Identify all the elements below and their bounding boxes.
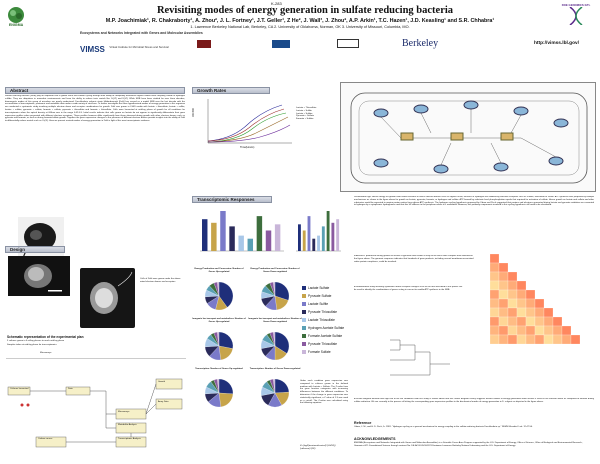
ack-heading: ACKNOWLEDGEMENTS: [354, 437, 396, 441]
bar: [308, 216, 311, 251]
heatmap-cell: [562, 326, 571, 335]
growth-legend-item: Pyruvate + Sulfate: [296, 115, 314, 118]
bar: [220, 211, 225, 251]
bar: [331, 223, 334, 251]
heatmap-cell: [535, 317, 544, 326]
schematic-box-label: Data: [68, 388, 73, 390]
statistics-text: Under each condition gene expression was compared to cultures grown in the defined medium with Lactate + Sulfate. The Z-value from the gene function categories with increasing differences between the different conditions. To determine if the change in gene expression was statistically significant, a Z value of 1.5 was used as a cut-off. The Z-value was calculated using the following equation:: [300, 380, 348, 405]
pie-title: Energy Production and Conversion: Number of Genes Up-regulated: [194, 268, 244, 273]
abstract-heading: Abstract: [5, 87, 185, 94]
partner-logo-2: [272, 40, 290, 48]
bar-chart-svg: [192, 205, 286, 265]
schematic-box-label: Carbon source: [38, 438, 53, 440]
bar: [211, 223, 216, 251]
schematic-box-label: Growth: [158, 381, 166, 383]
pie-chart: [192, 368, 246, 416]
legend-item: [302, 316, 362, 324]
pie-chart: [192, 268, 246, 316]
heatmap-cell: [499, 335, 508, 344]
heatmap-cell: [544, 317, 553, 326]
bar: [229, 226, 234, 251]
doe-logo-text: DOE GENOMICS:GTL: [561, 3, 591, 7]
schematic-title: Schematic representation of the experimental plan: [7, 335, 84, 339]
authors: M.P. Joachimiak¹, R. Chakraborty¹, A. Zhou², J. L. Fortney¹, J.T. Geller¹, Z He², J. Wall³, J. Zhou², A.P. Arkin¹, T.C. Hazen¹, J.D. Keasling¹ and S.R. Chhabra¹: [105, 18, 495, 24]
heatmap-cell: [553, 335, 562, 344]
growth-plot-svg: [192, 95, 352, 155]
schematic-diagram: [6, 358, 186, 458]
heatmap-cell: [490, 281, 499, 290]
legend-item: [302, 324, 362, 332]
bar: [336, 219, 339, 251]
pie-title: Energy Production and Conversion: Number of Genes Down-regulated: [250, 268, 300, 273]
bar: [298, 224, 301, 251]
cluster-heatmap-svg: [470, 244, 596, 364]
transcriptomic-heading: Transcriptomic Responses: [192, 196, 272, 203]
micrograph-scalebar: [8, 256, 70, 296]
legend-label: Formate Sulfate: [308, 350, 331, 354]
pie-svg: [192, 371, 246, 409]
legend-item: [302, 292, 362, 300]
legend-item: [302, 332, 362, 340]
growth-plot: [192, 95, 352, 155]
heatmap-cell: [526, 317, 535, 326]
bar: [312, 239, 315, 251]
schematic-box-label: Transcriptomic Analysis: [118, 438, 141, 440]
legend-item: [302, 348, 362, 356]
schematic-line-1: 3 cultures grown in 6 rolling phases to reach mid-log phase: [7, 340, 65, 342]
reference-text: Odom, J. M., and H. D. Peck, Jr. 1981. "Hydrogen cycling as a general mechanism for energy coupling in the sulfate-reducing bacteria Desulfovibrio sp." FEMS Microbiol. Lett. 12:47-50.: [354, 426, 533, 428]
heatmap-cell: [517, 290, 526, 299]
heatmap-cell: [508, 299, 517, 308]
heatmap-cell: [526, 290, 535, 299]
heatmap-cell: [508, 317, 517, 326]
dendrogram-svg: [380, 330, 460, 390]
heatmap-cell: [490, 308, 499, 317]
pie-slice: [219, 332, 233, 349]
heatmap-cell: [553, 317, 562, 326]
micrograph-caption: Cells of DvH were grown under the above noted electron donors and acceptors: [140, 278, 181, 283]
legend-item: [302, 340, 362, 348]
cluster-diagram-left: [380, 330, 460, 390]
heatmap-cell: [535, 308, 544, 317]
schematic-line-2: Samples taken at mid-log phase for transcriptomics: [7, 344, 57, 346]
heatmap-cell: [490, 263, 499, 272]
legend-label: Hydrogen Acetate Sulfate: [308, 326, 345, 330]
heatmap-cell: [499, 281, 508, 290]
pathway-svg: [341, 83, 597, 193]
pie-title: Inorganic Ion transport and metabolism: Number of Genes Down-regulated: [248, 318, 302, 323]
legend-item: [302, 300, 362, 308]
project-url[interactable]: http://vimss.lbl.gov/: [534, 41, 580, 46]
bar: [202, 219, 207, 251]
heatmap-cell: [490, 326, 499, 335]
heatmap-cell: [517, 299, 526, 308]
growth-ylabel: OD 600: [192, 108, 195, 117]
program-line: Ecosystems and Networks Integrated with Genes and Molecular Assemblies: [80, 31, 203, 35]
enigma-logo: [4, 5, 28, 29]
berkeley-logo: Berkeley: [402, 38, 439, 49]
poster-header: [0, 0, 600, 30]
growth-legend-item: Lactate + Thiosulfate: [296, 107, 317, 109]
legend-swatch: [302, 318, 306, 322]
heatmap-cell: [499, 299, 508, 308]
heatmap-cell: [499, 272, 508, 281]
heatmap-cell: [499, 317, 508, 326]
heatmap-cell: [526, 326, 535, 335]
heatmap-cell: [544, 326, 553, 335]
category-legend: [302, 284, 362, 356]
poster-title: Revisiting modes of energy generation in sulfate reducing bacteria: [156, 5, 454, 16]
ack-text: ENIGMA (Ecosystems and Networks Integrated with Genes and Molecular Assemblies) is a Scientific Focus Area Program supported by the U.S. Department of Energy, Office of Science, Office of Biological and Environmental Research, Genomics:GTL Foundational Science through contract No. DE-AC02-05CH11231 between Lawrence Berkeley National Laboratory and the U.S. Department of Energy.: [354, 442, 583, 447]
pie-slice: [275, 379, 289, 393]
heatmap-cell: [499, 263, 508, 272]
heatmap-cell: [544, 308, 553, 317]
schematic-svg: [6, 359, 186, 459]
growth-legend-item: Lactate + Sulfate: [296, 112, 313, 115]
heatmap-cell: [526, 335, 535, 344]
heatmap-cell: [490, 335, 499, 344]
pie-chart: [248, 318, 302, 366]
schematic-box-label: Microarrays: [118, 411, 130, 413]
heatmap-cell: [508, 326, 517, 335]
heatmap-cell: [517, 317, 526, 326]
bar: [248, 239, 253, 251]
z-equation: Z= (log2(treatment/control)/ (LSD/2))(sd/mean)^(1/2): [300, 445, 336, 450]
legend-label: Lactate Thiosulfate: [308, 318, 335, 322]
energy-pathway-diagram: [340, 82, 596, 192]
heatmap-cell: [499, 308, 508, 317]
bar: [266, 230, 271, 251]
legend-label: Lactate Sulfite: [308, 302, 329, 306]
pie-svg: [192, 324, 246, 362]
bar-chart-2-svg: [288, 205, 343, 265]
schematic-box-label: Array Data: [158, 401, 169, 403]
legend-swatch: [302, 326, 306, 330]
legend-swatch: [302, 310, 306, 314]
heatmap-cell: [508, 281, 517, 290]
pie-slice: [219, 379, 233, 394]
vimss-subtitle: Virtual Institute for Microbial Stress and Survival: [109, 45, 169, 50]
right-text-1: Desulfovibrio spp. derive energy for growth from redox reactions in which electron donors such as organic acids, alcohols or hydrogen are oxidized by electron acceptors such as sulfate, thiosulfate or sulfite. ATP synthesis was proposed by multiple mechanisms as shown in the figure above for growth on lactate, pyruvate, formate, or hydrogen and sulfate. ATP formed by substrate level phosphorylation equals that required for activation of sulfate. Hence growth on lactate and sulfate and other substrates would be expected to require proton motive force-driven ATP synthesis. The hydrogen cycling hypothesis proposed by Odom and Peck suggested that protons and electrons generated during lactate and pyruvate oxidation are converted to hydrogen by a cytoplasmic hydrogenase and that this H2 diffuses to the periplasm where it is reoxidized. However, this pathway components involved in this cycling hypothesis still need to be elucidated.: [354, 196, 594, 207]
legend-swatch: [302, 342, 306, 346]
heatmap-cell: [490, 272, 499, 281]
micrograph-3-svg: [80, 268, 135, 328]
heatmap-cell: [562, 335, 571, 344]
heatmap-cell: [544, 335, 553, 344]
legend-item: [302, 308, 362, 316]
bar-chart-2: [288, 205, 343, 265]
legend-label: Pyruvate Thiosulfate: [308, 310, 337, 314]
pie-svg: [248, 324, 302, 362]
pie-svg: [248, 274, 302, 312]
bar: [303, 230, 306, 251]
heatmap-cell: [517, 326, 526, 335]
growth-heading: Growth Rates: [192, 87, 270, 94]
heatmap-cell: [517, 335, 526, 344]
partner-logo-3: [337, 39, 359, 48]
legend-item: [302, 284, 362, 292]
heatmap-cell: [535, 335, 544, 344]
pie-svg: [248, 371, 302, 409]
reference-heading: Reference: [354, 421, 372, 425]
growth-xlabel: Time(Hours): [240, 146, 255, 149]
heatmap-cell: [517, 281, 526, 290]
pie-title: Transcription: Number of Genes Up-regulated: [195, 368, 243, 370]
heatmap-cell: [508, 308, 517, 317]
logo-bar: [12, 36, 592, 52]
right-text-3: A combinatorial study involving systematic donor acceptor changes such as the one described in this poster can be used to identify the combinations of genes acting in concert to enable ATP synthesis in the SRB.: [354, 286, 463, 291]
right-text-2: Indeed ATP production during growth on lactate or pyruvate and sulfate is likely to be much more complex than indicated in the figure above. The genomic sequence indicates that hundreds of gene products, including several membrane-associated redox protein complexes, could be involved.: [354, 255, 474, 263]
enigma-logo-text: ENIGMA: [8, 23, 24, 27]
bar-chart: [192, 205, 286, 265]
bar: [327, 211, 330, 251]
dna-icon: [566, 7, 586, 25]
right-text-4: A cluster diagram derived from eight out of the ten conditions from this study is shown above and this cluster diagram clearly suggests distinct modes of energy generation when lactate is used as the electron donor as compared to formate during sulfate reduction. We are currently in the process of linking the corresponding gene expression profiles to the biochemical modes of energy generation in D. vulgaris as depicted in the figure above.: [354, 398, 594, 403]
pie-chart: [248, 368, 302, 416]
pie-title: Transcription: Number of Genes Down-regulated: [249, 368, 301, 370]
heatmap-cell: [517, 308, 526, 317]
legend-label: Pyruvate Thiosulfate: [308, 342, 337, 346]
growth-legend-item: Formate + Sulfate: [296, 118, 314, 121]
legend-label: Lactate Sulfate: [308, 286, 330, 290]
heatmap-cell: [508, 290, 517, 299]
legend-swatch: [302, 334, 306, 338]
micrograph-dark: [80, 268, 135, 328]
schematic-box-label: Metabolite Analysis: [118, 424, 137, 426]
heatmap-cell: [499, 290, 508, 299]
heatmap-cell: [490, 254, 499, 263]
abstract-text: Sulfate reducing bacteria (SRB) play an important role in global sulfur and carbon cycling through their ability to completely mineralize organic matter while respiring sulfate to hydrogen sulfide. They are ubiquitous in anaerobic environments and have the ability to reduce toxic metals like Cr(VI) and U(VI). While SRB have been studied for over three decades, bioenergetic modes of this group of microbes are poorly understood. Desulfovibrio vulgaris strain Hildenborough (DvH) has served as a model SRB over the last decade with the accumulation of transcriptomic, proteomic and metabolic data under a wide variety of stressors. To further investigate the three hypothesized modes of energy generation in this organism we conducted a systematic study involving multiple electron donor and acceptor combinations for growth. DvH was grown in LS4D media with lactate + thiosulfate, lactate + sulfite, lactate + sulfate, pyruvate + sulfate, formate + sulfate, pyruvate + thiosulfate and formate + thiosulfate. Cells were harvested at mid-log phase of growth for all conditions for transcriptomics when the optical density at 600nm was in the range 0.42-0.5. Initial results indicate that cells grown on lactate do not appear to significantly differentiate their gene expression profiles when presented with different electron acceptors. These profiles however differ significantly from those observed during growth with other electron donors such as pyruvate and formate, as well as during formate/sulfate growth. Together the gene expression changes in the presence of different electron donors provide insights into the ability of DvH to differentially reduce metals such as Cr(VI). Here we present revised modes of energy generation in DvH in light of this new transcriptomic evidence.: [5, 95, 185, 123]
schematic-box-label: Cultures harvested: [10, 388, 29, 390]
poster-id: K-283: [271, 1, 282, 6]
pie-chart: [248, 268, 302, 316]
heatmap-cell: [508, 272, 517, 281]
bar: [275, 224, 280, 251]
micrograph-2-svg: [8, 256, 70, 296]
heatmap-cell: [571, 335, 580, 344]
heatmap-cell: [490, 299, 499, 308]
heatmap-cell: [526, 299, 535, 308]
vimss-logo-text: VIMSS: [80, 45, 105, 54]
heatmap-cell: [553, 326, 562, 335]
pie-title: Inorganic Ion transport and metabolism: Number of Genes Up-regulated: [192, 318, 246, 323]
growth-legend-item: Lactate + Sulfite: [296, 109, 312, 112]
doe-genomics-logo: [556, 3, 596, 25]
heatmap-cell: [508, 335, 517, 344]
legend-swatch: [302, 294, 306, 298]
bar: [317, 236, 320, 251]
pie-svg: [192, 274, 246, 312]
bar: [322, 226, 325, 251]
heatmap-cell: [490, 290, 499, 299]
bar: [257, 216, 262, 251]
affiliations: 1. Lawrence Berkeley National Lab, Berkeley, CA 2. University of Oklahoma, Norman, OK 3. University of Missouri, Columbia, MO.: [190, 24, 410, 29]
schematic-line-3: Microarrays: [40, 352, 52, 354]
heatmap-cell: [499, 326, 508, 335]
heatmap-cell: [526, 308, 535, 317]
legend-swatch: [302, 286, 306, 290]
cluster-diagram: [470, 244, 596, 364]
heatmap-cell: [535, 326, 544, 335]
partner-logo-1: [197, 40, 211, 48]
heatmap-cell: [490, 317, 499, 326]
pie-chart: [192, 318, 246, 366]
design-heading: Design: [5, 246, 65, 253]
legend-swatch: [302, 302, 306, 306]
legend-swatch: [302, 350, 306, 354]
heatmap-cell: [535, 299, 544, 308]
bar: [238, 236, 243, 251]
vimss-logo: [80, 39, 169, 57]
legend-label: Formate Acetate Sulfate: [308, 334, 343, 338]
legend-label: Pyruvate Sulfate: [308, 294, 332, 298]
pie-slice: [219, 393, 233, 407]
